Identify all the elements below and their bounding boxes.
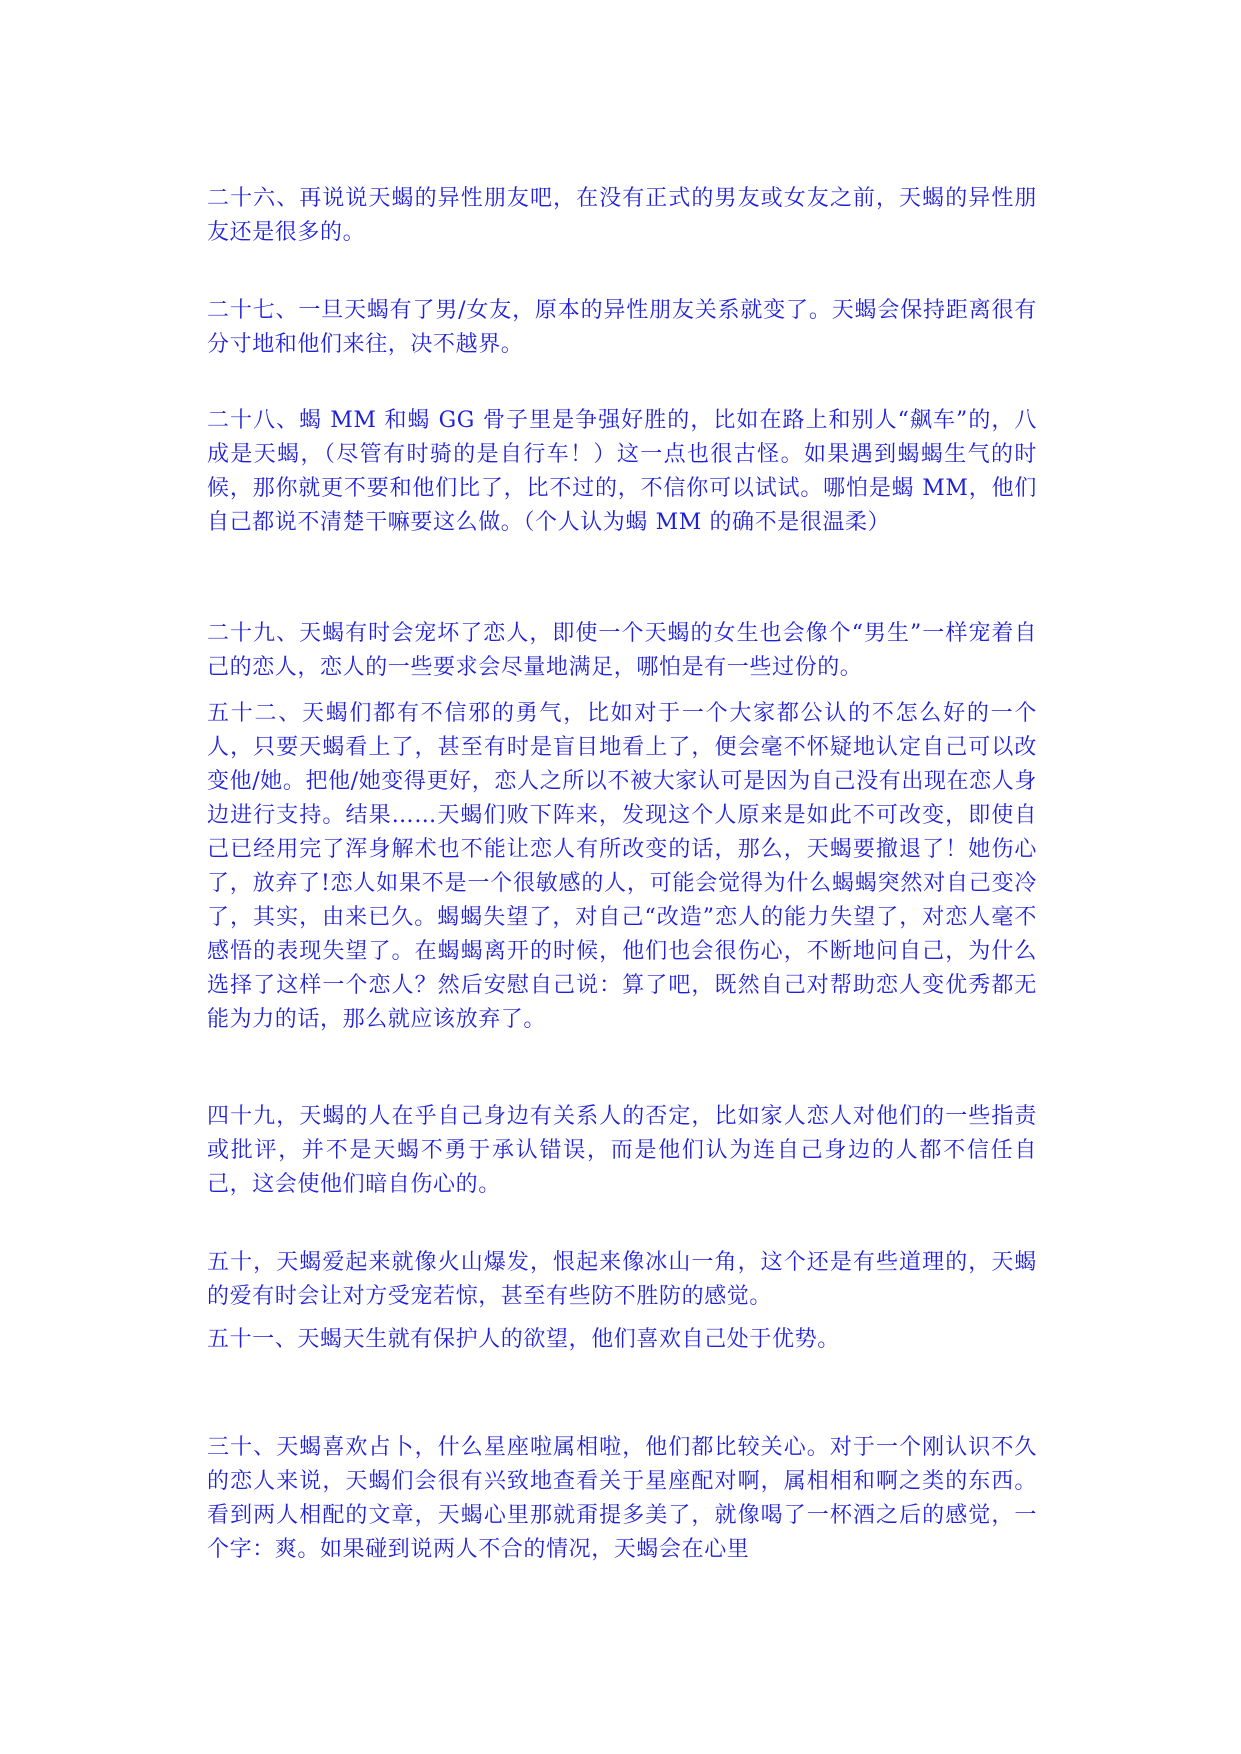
- paragraph-26: 二十六、再说说天蝎的异性朋友吧，在没有正式的男友或女友之前，天蝎的异性朋友还是很多的。: [207, 186, 1037, 245]
- paragraph-51: 五十一、天蝎天生就有保护人的欲望，他们喜欢自己处于优势。: [207, 1327, 840, 1352]
- paragraph-52: 五十二、天蝎们都有不信邪的勇气，比如对于一个大家都公认的不怎么好的一个人，只要天蝎看上了，甚至有时是盲目地看上了，便会毫不怀疑地认定自己可以改变他/她。把他/她变得更好，恋人之所以不被大家认可是因为自己没有出现在恋人身边进行支持。结果……天蝎们败下阵来，发现这个人原来是如此不可改变，即使自己已经用完了浑身解术也不能让恋人有所改变的话，那么，天蝎要撤退了！她伤心了，放弃了!恋人如果不是一个很敏感的人，可能会觉得为什么蝎蝎突然对自己变冷了，其实，由来已久。蝎蝎失望了，对自己“改造”恋人的能力失望了，对恋人毫不感悟的表现失望了。在蝎蝎离开的时候，他们也会很伤心，不断地问自己，为什么选择了这样一个恋人？然后安慰自己说：算了吧，既然自己对帮助恋人变优秀都无能为力的话，那么就应该放弃了。: [207, 701, 1037, 1032]
- paragraph-30: 三十、天蝎喜欢占卜，什么星座啦属相啦，他们都比较关心。对于一个刚认识不久的恋人来说，天蝎们会很有兴致地查看关于星座配对啊，属相相和啊之类的东西。看到两人相配的文章，天蝎心里那就甭提多美了，就像喝了一杯酒之后的感觉，一个字：爽。如果碰到说两人不合的情况，天蝎会在心里: [207, 1435, 1037, 1562]
- paragraph-29: 二十九、天蝎有时会宠坏了恋人，即使一个天蝎的女生也会像个“男生”一样宠着自己的恋人，恋人的一些要求会尽量地满足，哪怕是有一些过份的。: [207, 621, 1037, 680]
- paragraph-27: 二十七、一旦天蝎有了男/女友，原本的异性朋友关系就变了。天蝎会保持距离很有分寸地和他们来往，决不越界。: [207, 298, 1037, 357]
- paragraph-28: 二十八、蝎 MM 和蝎 GG 骨子里是争强好胜的，比如在路上和别人“飙车”的，八成是天蝎，（尽管有时骑的是自行车！）这一点也很古怪。如果遇到蝎蝎生气的时候，那你就更不要和他们比了，比不过的，不信你可以试试。哪怕是蝎 MM，他们自己都说不清楚干嘛要这么做。（个人认为蝎 MM 的确不是很温柔）: [207, 408, 1037, 535]
- paragraph-49: 四十九，天蝎的人在乎自己身边有关系人的否定，比如家人恋人对他们的一些指责或批评，并不是天蝎不勇于承认错误，而是他们认为连自己身边的人都不信任自己，这会使他们暗自伤心的。: [207, 1104, 1037, 1197]
- paragraph-50: 五十，天蝎爱起来就像火山爆发，恨起来像冰山一角，这个还是有些道理的，天蝎的爱有时会让对方受宠若惊，甚至有些防不胜防的感觉。: [207, 1250, 1037, 1309]
